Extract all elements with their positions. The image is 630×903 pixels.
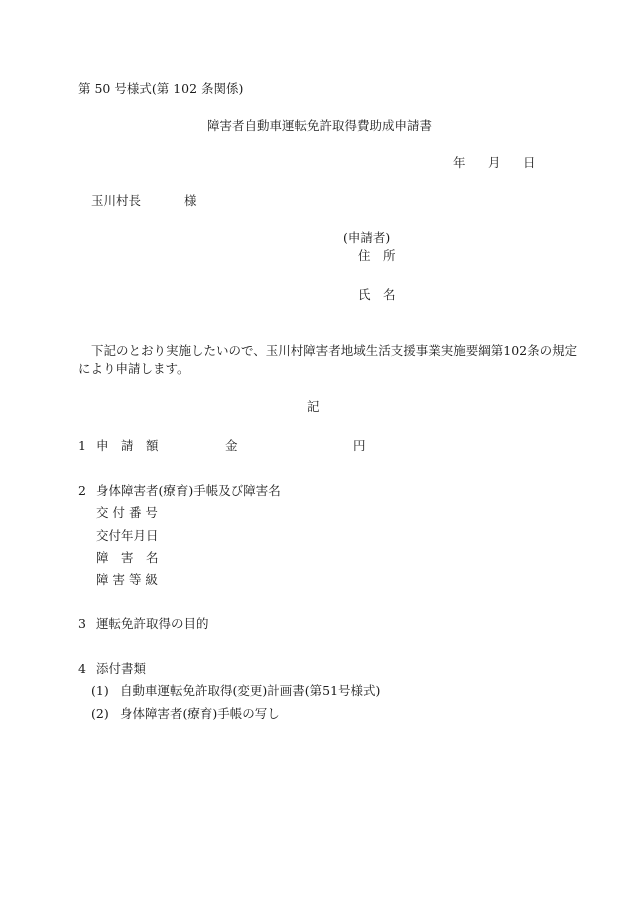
- date-day: 日: [523, 155, 536, 170]
- item2-number: 2: [78, 483, 86, 498]
- item1-number: 1: [78, 438, 86, 453]
- attachment-number: (2): [91, 706, 109, 721]
- attachment-text: 身体障害者(療育)手帳の写し: [120, 706, 280, 721]
- addressee-name: 玉川村長: [91, 193, 142, 208]
- attachment-text: 自動車運転免許取得(変更)計画書(第51号様式): [120, 683, 381, 698]
- item1-label: 申 請 額: [96, 438, 159, 453]
- item2-sub-line: 交 付 番 号: [96, 505, 158, 520]
- item3-label: 運転免許取得の目的: [96, 616, 209, 631]
- item2-label: 身体障害者(療育)手帳及び障害名: [96, 483, 281, 498]
- item2-sub-line: 交付年月日: [96, 528, 159, 543]
- body-text-line1: 下記のとおり実施したいので、玉川村障害者地域生活支援事業実施要綱第102条の規定: [91, 343, 578, 358]
- attachment-number: (1): [91, 683, 109, 698]
- item1-kin: 金: [225, 438, 238, 453]
- date-year: 年: [453, 155, 466, 170]
- applicant-address-label: 住 所: [358, 248, 396, 263]
- item3-number: 3: [78, 616, 86, 631]
- document-title: 障害者自動車運転免許取得費助成申請書: [207, 118, 433, 133]
- body-text-line2: により申請します。: [78, 361, 190, 376]
- ki-heading: 記: [307, 399, 320, 414]
- applicant-name-label: 氏 名: [358, 287, 396, 302]
- item1-yen: 円: [353, 438, 366, 453]
- item2-sub-line: 障 害 名: [96, 550, 159, 565]
- addressee-honorific: 様: [184, 193, 197, 208]
- applicant-label: (申請者): [343, 230, 391, 245]
- item4-label: 添付書類: [96, 661, 147, 676]
- item2-sub-line: 障 害 等 級: [96, 572, 158, 587]
- item4-number: 4: [78, 661, 86, 676]
- form-number: 第 50 号様式(第 102 条関係): [78, 81, 244, 96]
- date-month: 月: [488, 155, 501, 170]
